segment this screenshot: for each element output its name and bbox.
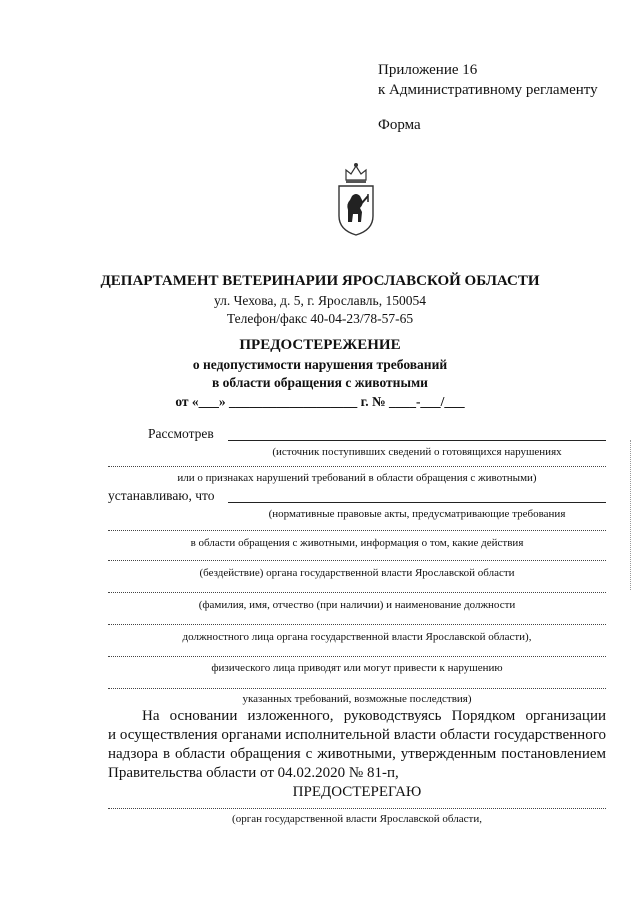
hint-individual: физического лица приводят или могут привести к нарушению bbox=[211, 662, 503, 674]
paragraph-line-1: На основании изложенного, руководствуясь Порядком организации bbox=[142, 708, 606, 724]
fill-line-5 bbox=[108, 560, 606, 561]
hint-authority: (орган государственной власти Ярославской области, bbox=[232, 813, 482, 825]
document-subtitle-1: о недопустимости нарушения требований bbox=[192, 357, 448, 372]
considered-fill-line bbox=[228, 440, 606, 441]
warning-statement: ПРЕДОСТЕРЕГАЮ bbox=[292, 784, 422, 800]
establish-label: устанавливаю, что bbox=[108, 488, 215, 503]
fill-line-2 bbox=[108, 466, 606, 467]
hint-violations: или о признаках нарушений требований в области обращения с животными) bbox=[177, 472, 537, 484]
fill-line-4 bbox=[108, 530, 606, 531]
fill-line-9 bbox=[108, 688, 606, 689]
document-title: ПРЕДОСТЕРЕЖЕНИЕ bbox=[239, 337, 401, 353]
considered-label: Рассмотрев bbox=[148, 426, 214, 441]
paragraph-line-3: надзора в области обращения с животными, утвержденным постановлением bbox=[108, 746, 606, 762]
form-label: Форма bbox=[378, 117, 421, 133]
organization-address: ул. Чехова, д. 5, г. Ярославль, 150054 bbox=[214, 293, 426, 308]
organization-name: ДЕПАРТАМЕНТ ВЕТЕРИНАРИИ ЯРОСЛАВСКОЙ ОБЛАСТИ bbox=[100, 273, 540, 289]
appendix-number: Приложение 16 bbox=[378, 62, 478, 78]
paragraph-line-4: Правительства области от 04.02.2020 № 81-п, bbox=[108, 765, 399, 781]
document-date-number: от «___» ___________________ г. № ____-___/___ bbox=[175, 394, 465, 409]
fill-line-8 bbox=[108, 656, 606, 657]
organization-phone: Телефон/факс 40-04-23/78-57-65 bbox=[226, 311, 414, 326]
hint-fullname: (фамилия, имя, отчество (при наличии) и наименование должности bbox=[198, 599, 516, 611]
hint-source: (источник поступивших сведений о готовящихся нарушениях bbox=[272, 446, 562, 458]
paragraph-line-2: и осуществления органами исполнительной власти области государственного bbox=[108, 727, 606, 743]
hint-consequences: указанных требований, возможные последствия) bbox=[242, 693, 472, 705]
document-subtitle-2: в области обращения с животными bbox=[212, 375, 428, 390]
appendix-regulation: к Административному регламенту bbox=[378, 82, 598, 98]
coat-of-arms-emblem bbox=[334, 160, 378, 238]
establish-fill-line bbox=[228, 502, 606, 503]
fill-line-10 bbox=[108, 808, 606, 809]
scan-edge-mark bbox=[630, 440, 633, 590]
fill-line-6 bbox=[108, 592, 606, 593]
fill-line-7 bbox=[108, 624, 606, 625]
hint-actions: в области обращения с животными, информация о том, какие действия bbox=[190, 537, 524, 549]
hint-official: должностного лица органа государственной власти Ярославской области), bbox=[182, 631, 532, 643]
hint-inaction: (бездействие) органа государственной власти Ярославской области bbox=[199, 567, 515, 579]
hint-legal-acts: (нормативные правовые акты, предусматривающие требования bbox=[268, 508, 566, 520]
